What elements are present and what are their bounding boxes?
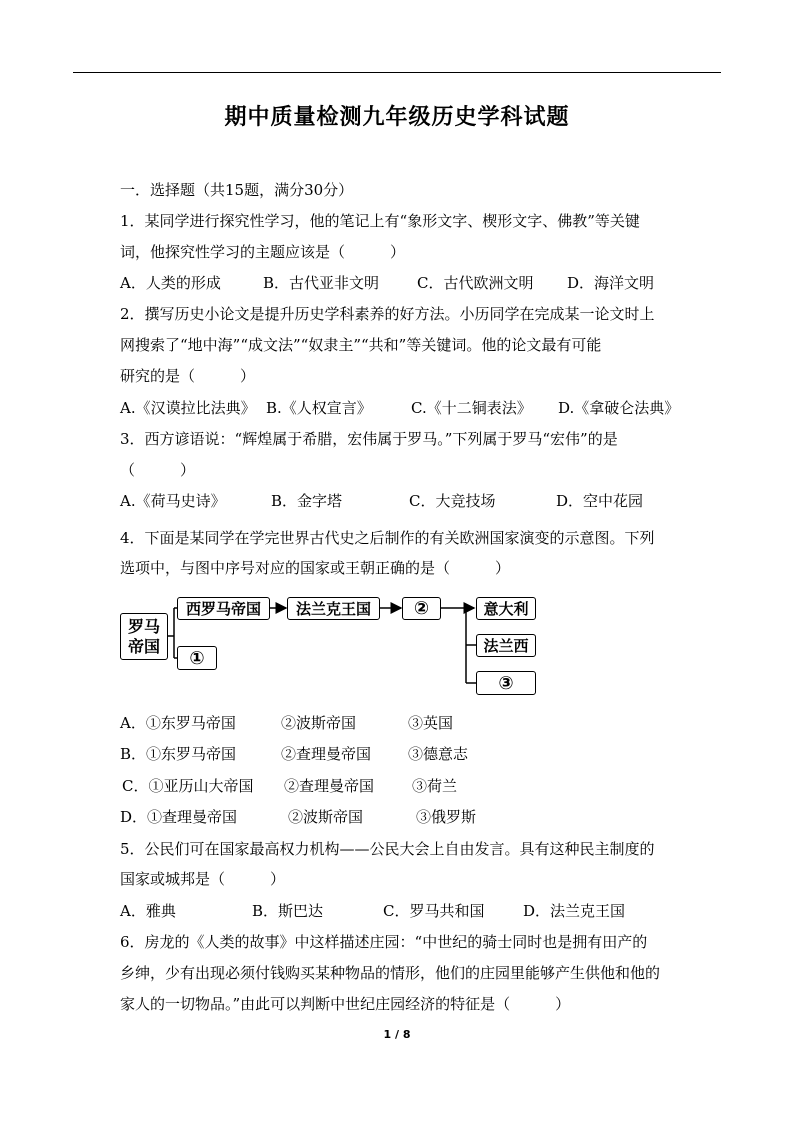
q2-option-c: C.《十二铜表法》 (411, 399, 532, 417)
west-rome-box: 西罗马帝国 (177, 597, 270, 620)
rome-empire-box (120, 613, 168, 660)
q1-option-a: A．人类的形成 (120, 274, 221, 292)
q4-option-c-part-2: ②查理曼帝国 (284, 777, 375, 795)
q3-option-d: D．空中花园 (556, 492, 644, 510)
q4-option-c-part-3: ③荷兰 (412, 777, 458, 795)
rome-label-line-2: 帝国 (127, 636, 160, 656)
question-2-line-2: 网搜索了“地中海”“成文法”“奴隶主”“共和”等关键词。他的论文最有可能 (120, 336, 602, 354)
question-5-line-1: 5．公民们可在国家最高权力机构——公民大会上自由发言。具有这种民主制度的 (120, 840, 655, 858)
q1-option-d: D．海洋文明 (567, 274, 655, 292)
q1-option-b: B．古代亚非文明 (263, 274, 380, 292)
page-number: 1 / 8 (383, 1028, 411, 1041)
q5-option-a: A．雅典 (120, 902, 176, 920)
q4-option-a-part-1: A．①东罗马帝国 (120, 714, 236, 732)
question-2-line-1: 2．撰写历史小论文是提升历史学科素养的好方法。小历同学在完成某一论文时上 (120, 305, 655, 323)
q4-option-d-part-1: D．①查理曼帝国 (120, 808, 238, 826)
q5-option-c: C．罗马共和国 (383, 902, 485, 920)
q2-option-d: D.《拿破仑法典》 (558, 399, 680, 417)
question-6-line-2: 乡绅，少有出现必须付钱购买某种物品的情形，他们的庄园里能够产生供他和他的 (120, 964, 661, 982)
rome-label-line-1: 罗马 (127, 616, 160, 636)
q2-option-a: A.《汉谟拉比法典》 (120, 399, 256, 417)
q4-option-c-part-1: C．①亚历山大帝国 (122, 777, 254, 795)
slot-3-box: ③ (476, 671, 536, 695)
frankish-kingdom-box: 法兰克王国 (287, 597, 380, 620)
france-box: 法兰西 (476, 634, 536, 657)
question-4-line-1: 4．下面是某同学在学完世界古代史之后制作的有关欧洲国家演变的示意图。下列 (120, 529, 655, 547)
q2-option-b: B.《人权宣言》 (266, 399, 372, 417)
q4-option-b-part-2: ②查理曼帝国 (281, 745, 372, 763)
q4-option-a-part-3: ③英国 (408, 714, 454, 732)
question-3-line-2: （ ） (120, 461, 196, 479)
q5-option-d: D．法兰克王国 (523, 902, 626, 920)
question-6-line-3: 家人的一切物品。”由此可以判断中世纪庄园经济的特征是（ ） (120, 995, 571, 1013)
question-4-line-2: 选项中，与图中序号对应的国家或王朝正确的是（ ） (120, 559, 511, 577)
question-1-line-2: 词，他探究性学习的主题应该是（ ） (120, 243, 406, 261)
q3-option-b: B．金字塔 (271, 492, 343, 510)
slot-2-box: ② (402, 597, 441, 620)
slot2-branch-connector (466, 608, 476, 683)
q4-option-b-part-3: ③德意志 (408, 745, 469, 763)
question-3-line-1: 3．西方谚语说：“辉煌属于希腊，宏伟属于罗马。”下列属于罗马“宏伟”的是 (120, 430, 618, 448)
q4-option-b-part-1: B．①东罗马帝国 (120, 745, 237, 763)
q5-option-b: B．斯巴达 (252, 902, 324, 920)
q4-option-d-part-3: ③俄罗斯 (416, 808, 477, 826)
question-6-line-1: 6．房龙的《人类的故事》中这样描述庄园：“中世纪的骑士同时也是拥有田产的 (120, 933, 648, 951)
q4-option-d-part-2: ②波斯帝国 (288, 808, 364, 826)
section-heading: 一．选择题（共15题，满分30分） (120, 181, 354, 199)
q3-option-a: A.《荷马史诗》 (120, 492, 226, 510)
q3-option-c: C．大竞技场 (409, 492, 496, 510)
question-2-line-3: 研究的是（ ） (120, 367, 256, 385)
question-1-line-1: 1．某同学进行探究性学习，他的笔记上有“象形文字、楔形文字、佛教”等关键 (120, 212, 640, 230)
q1-option-c: C．古代欧洲文明 (417, 274, 534, 292)
question-5-line-2: 国家或城邦是（ ） (120, 870, 286, 888)
italy-box: 意大利 (476, 597, 536, 620)
q4-option-a-part-2: ②波斯帝国 (281, 714, 357, 732)
slot-1-box: ① (177, 646, 217, 670)
page-title: 期中质量检测九年级历史学科试题 (224, 105, 570, 130)
